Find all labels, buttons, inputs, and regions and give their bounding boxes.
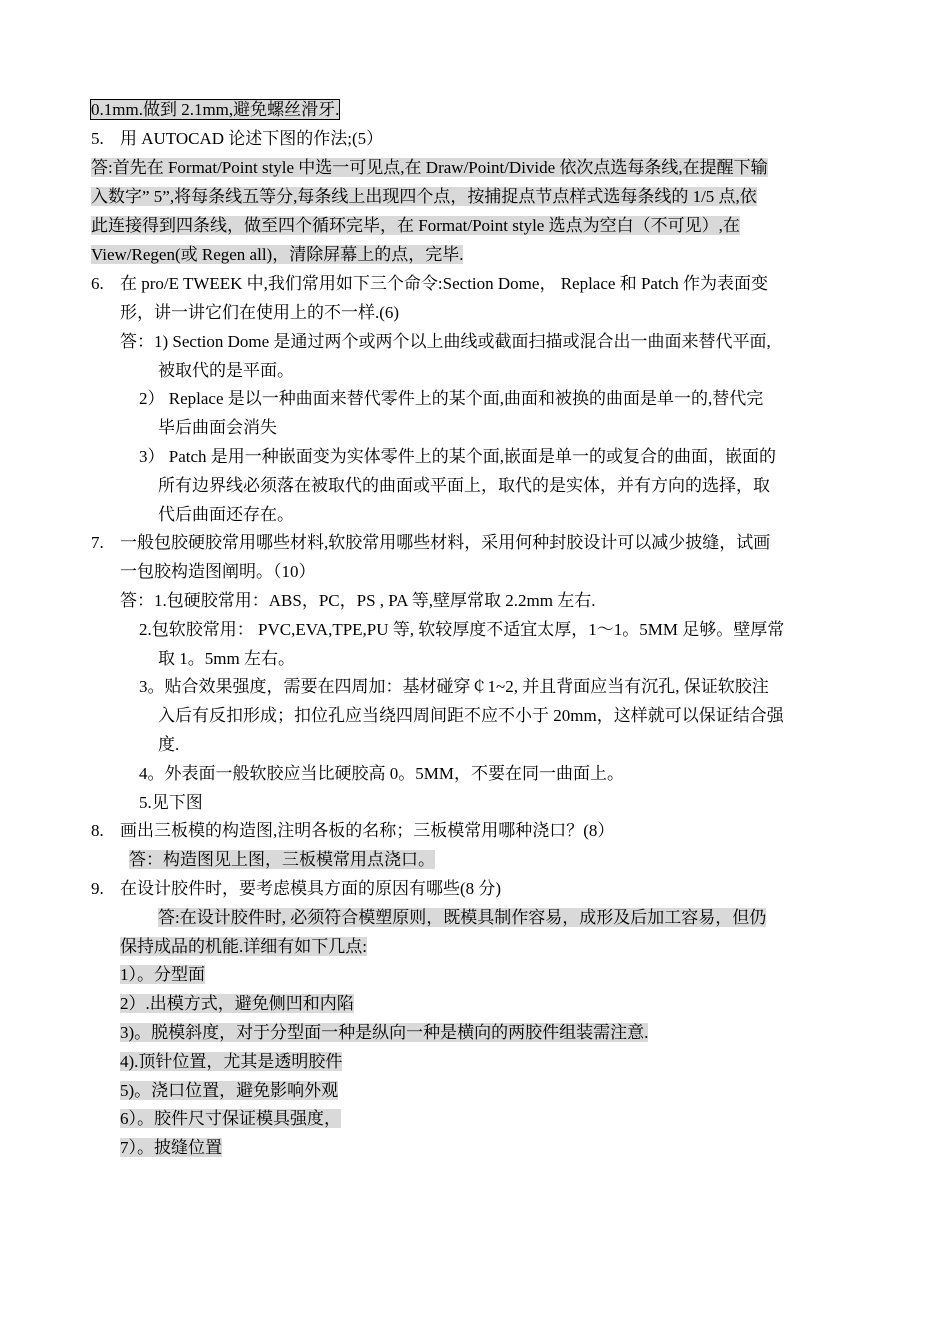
answer-9-line: 保持成品的机能.详细有如下几点:: [120, 937, 367, 956]
question-number: 6.: [91, 274, 104, 293]
answer-6-line: 毕后曲面会消失: [158, 418, 277, 437]
answer-9-item: 4).顶针位置，尤其是透明胶件: [120, 1052, 343, 1071]
question-number: 8.: [91, 821, 104, 840]
answer-6-line: 2） Replace 是以一种曲面来替代零件上的某个面,曲面和被换的曲面是单一的,替代完: [139, 389, 764, 408]
question-6: 6. 在 pro/E TWEEK 中,我们常用如下三个命令:Section Dome， Replace 和 Patch 作为表面变: [91, 274, 768, 293]
answer-5-line: View/Regen(或 Regen all)，清除屏幕上的点，完毕.: [91, 245, 464, 264]
question-number: 9.: [91, 879, 104, 898]
question-9: 9. 在设计胶件时，要考虑模具方面的原因有哪些(8 分): [91, 879, 502, 898]
question-5: 5. 用 AUTOCAD 论述下图的作法;(5）: [91, 129, 384, 148]
text-line: 0.1mm.做到 2.1mm,避免螺丝滑牙.: [91, 100, 340, 119]
answer-9-item: 2）.出模方式，避免侧凹和内陷: [120, 994, 354, 1013]
question-number: 7.: [91, 533, 104, 552]
answer-7-line: 入后有反扣形成；扣位孔应当绕四周间距不应不小于 20mm，这样就可以保证结合强: [158, 706, 784, 725]
question-number: 5.: [91, 129, 104, 148]
answer-5-line: 答:首先在 Format/Point style 中选一可见点,在 Draw/Point/Divide 依次点选每条线,在提醒下输: [91, 158, 768, 177]
answer-7-line: 答：1.包硬胶常用：ABS，PC，PS , PA 等,壁厚常取 2.2mm 左右.: [120, 591, 596, 610]
answer-9-item: 7）。披缝位置: [120, 1138, 222, 1157]
answer-9-item: 1）。分型面: [120, 965, 205, 984]
answer-6-line: 被取代的是平面。: [158, 361, 294, 380]
answer-5-line: 此连接得到四条线，做至四个循环完毕，在 Format/Point style 选点为空白（不可见）,在: [91, 216, 740, 235]
answer-7-line: 5.见下图: [139, 793, 203, 812]
answer-7-line: 3。贴合效果强度，需要在四周加：基材碰穿￠1~2, 并且背面应当有沉孔, 保证软胶注: [139, 677, 769, 696]
question-6-line: 形，讲一讲它们在使用上的不一样.(6): [120, 303, 400, 322]
answer-7-line: 度.: [158, 735, 180, 754]
answer-7-line: 4。外表面一般软胶应当比硬胶高 0。5MM，不要在同一曲面上。: [139, 764, 624, 783]
answer-7-line: 2.包软胶常用： PVC,EVA,TPE,PU 等, 软较厚度不适宜太厚，1～1。5MM 足够。壁厚常: [139, 620, 785, 639]
answer-9-item: 6）。胶件尺寸保证模具强度，: [120, 1109, 341, 1128]
question-7: 7. 一般包胶硬胶常用哪些材料,软胶常用哪些材料，采用何种封胶设计可以减少披缝，试画: [91, 533, 771, 552]
answer-9-line: 答:在设计胶件时, 必须符合模塑原则，既模具制作容易，成形及后加工容易，但仍: [158, 908, 767, 927]
answer-9-item: 5)。浇口位置，避免影响外观: [120, 1081, 339, 1100]
answer-5-line: 入数字” 5”,将每条线五等分,每条线上出现四个点，按捕捉点节点样式选每条线的 1/5 点,依: [91, 187, 757, 206]
answer-6-line: 答：1) Section Dome 是通过两个或两个以上曲线或截面扫描或混合出一曲面来替代平面,: [120, 332, 771, 351]
answer-7-line: 取 1。5mm 左右。: [158, 649, 295, 668]
question-7-line: 一包胶构造图阐明。（10）: [120, 562, 316, 581]
answer-9-item: 3)。脱模斜度，对于分型面一种是纵向一种是横向的两胶件组装需注意.: [120, 1023, 649, 1042]
answer-6-line: 3） Patch 是用一种嵌面变为实体零件上的某个面,嵌面是单一的或复合的曲面，嵌面的: [139, 447, 777, 466]
answer-6-line: 所有边界线必须落在被取代的曲面或平面上，取代的是实体，并有方向的选择，取: [158, 476, 770, 495]
question-8: 8. 画出三板模的构造图,注明各板的名称；三板模常用哪种浇口？(8）: [91, 821, 615, 840]
answer-6-line: 代后曲面还存在。: [158, 505, 294, 524]
answer-8-line: 答：构造图见上图，三板模常用点浇口。: [129, 850, 435, 869]
